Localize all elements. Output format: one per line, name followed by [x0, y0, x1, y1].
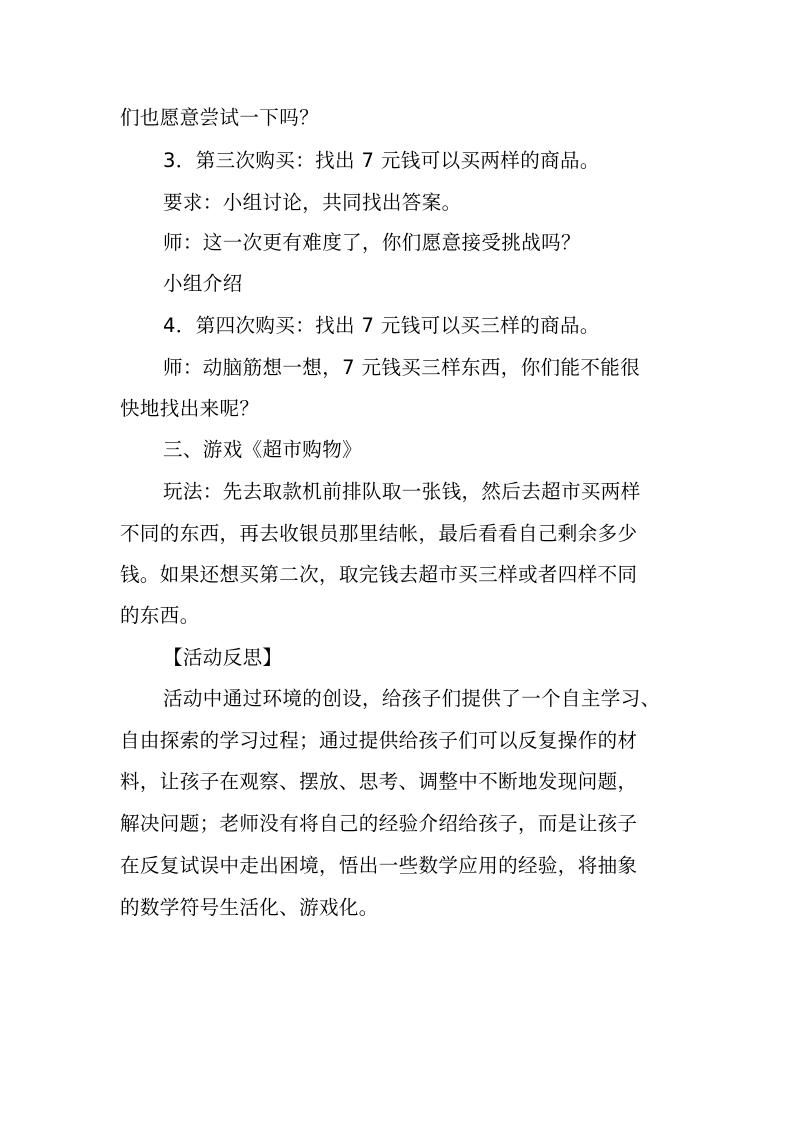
text-line: 活动中通过环境的创设，给孩子们提供了一个自主学习、: [163, 687, 661, 710]
text-line: 快地找出来呢？: [120, 397, 260, 420]
text-line: 师：动脑筋想一想，7 元钱买三样东西，你们能不能很: [163, 356, 641, 379]
text-line: 不同的东西，再去收银员那里结帐，最后看看自己剩余多少: [120, 522, 638, 545]
text-line: 的东西。: [120, 604, 200, 627]
text-line: 玩法：先去取款机前排队取一张钱，然后去超市买两样: [163, 480, 641, 503]
text-line: 3．第三次购买：找出 7 元钱可以买两样的商品。: [163, 149, 600, 172]
text-line: 自由探索的学习过程；通过提供给孩子们可以反复操作的材: [120, 729, 638, 752]
text-line: 在反复试误中走出困境，悟出一些数学应用的经验，将抽象: [120, 854, 638, 877]
section-heading: 【活动反思】: [163, 646, 283, 669]
text-line: 小组介绍: [163, 272, 243, 295]
text-line: 4．第四次购买：找出 7 元钱可以买三样的商品。: [163, 314, 600, 337]
text-line: 料，让孩子在观察、摆放、思考、调整中不断地发现问题，: [120, 770, 638, 793]
text-line: 钱。如果还想买第二次，取完钱去超市买三样或者四样不同: [120, 563, 638, 586]
text-line: 师：这一次更有难度了，你们愿意接受挑战吗？: [163, 231, 581, 254]
section-heading: 三、游戏《超市购物》: [163, 438, 363, 461]
text-line: 解决问题；老师没有将自己的经验介绍给孩子，而是让孩子: [120, 812, 638, 835]
text-line: 们也愿意尝试一下吗？: [120, 106, 320, 129]
text-line: 要求：小组讨论，共同找出答案。: [163, 191, 462, 214]
text-line: 的数学符号生活化、游戏化。: [120, 896, 379, 919]
